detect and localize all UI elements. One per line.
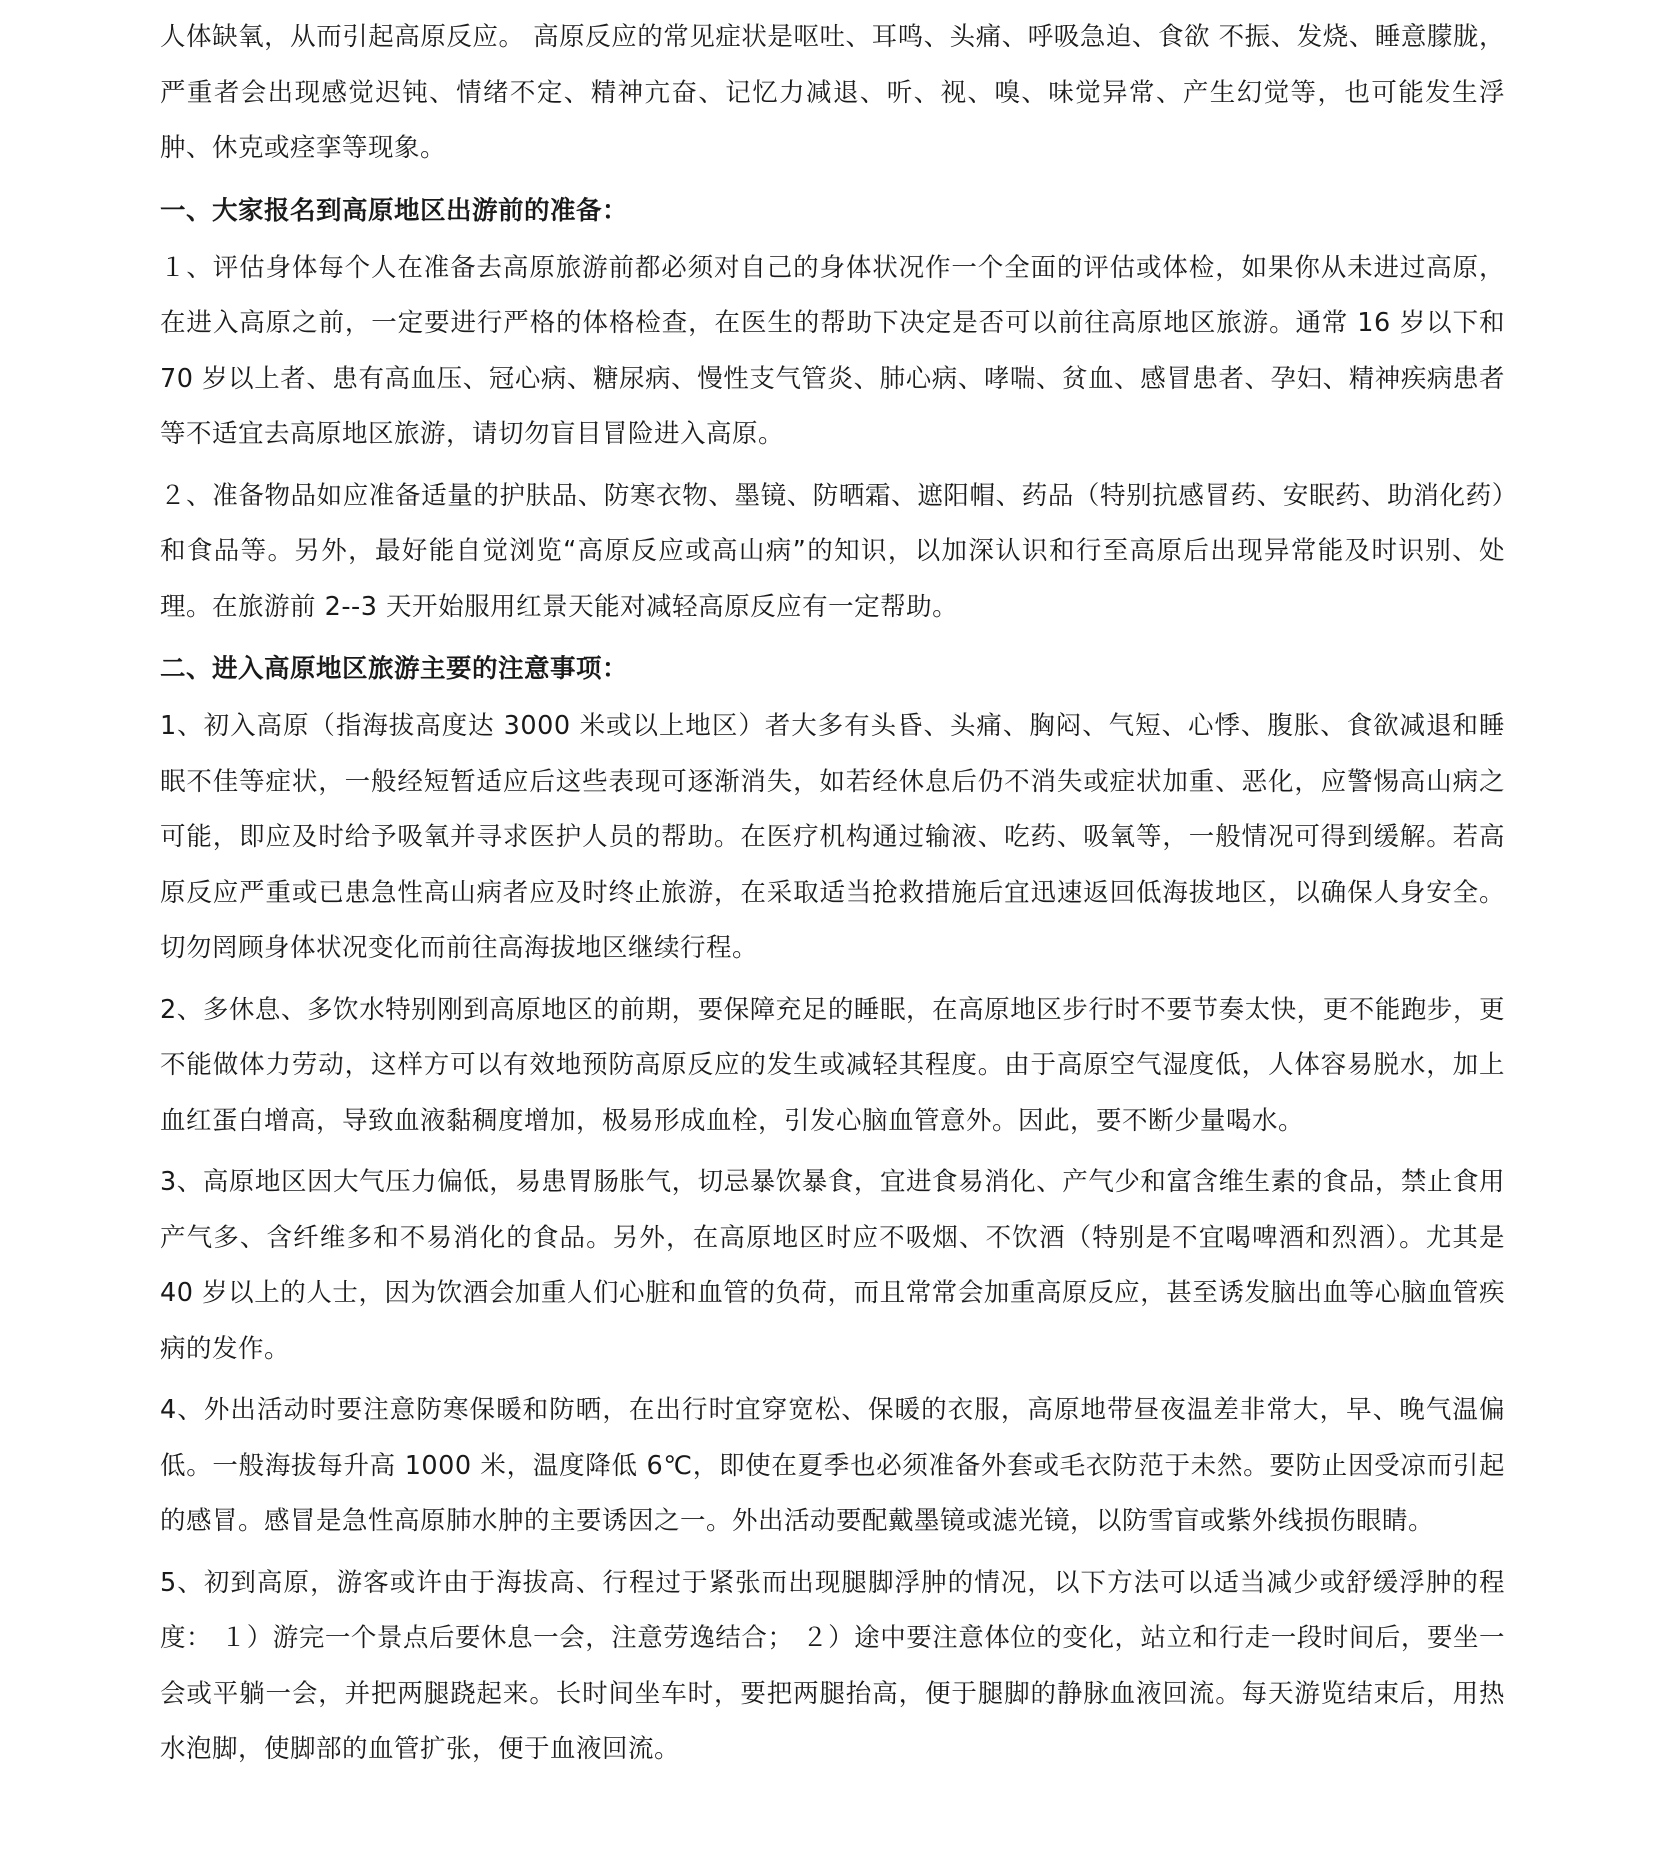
section2-item-1: 1、初入高原（指海拔高度达 3000 米或以上地区）者大多有头昏、头痛、胸闷、气短、心悸、腹胀、食欲减退和睡眠不佳等症状，一般经短暂适应后这些表现可逐渐消失，如若经休息后仍不消失或症状加重、恶化，应警惕高山病之可能，即应及时给予吸氧并寻求医护人员的帮助。在医疗机构通过输液、吃药、吸氧等，一般情况可得到缓解。若高原反应严重或已患急性高山病者应及时终止旅游，在采取适当抢救措施后宜迅速返回低海拔地区，以确保人身安全。切勿罔顾身体状况变化而前往高海拔地区继续行程。: [160, 711, 1505, 963]
section1-heading: 一、大家报名到高原地区出游前的准备：: [160, 195, 629, 226]
intro-paragraph: 人体缺氧，从而引起高原反应。 高原反应的常见症状是呕吐、耳鸣、头痛、呼吸急迫、食欲 不振、发烧、睡意朦胧，严重者会出现感觉迟钝、情绪不定、精神亢奋、记忆力减退、听、视、嗅、味觉异常、产生幻觉等，也可能发生浮肿、休克或痉挛等现象。: [160, 22, 1505, 163]
section2-item-3: 3、高原地区因大气压力偏低，易患胃肠胀气，切忌暴饮暴食，宜进食易消化、产气少和富含维生素的食品，禁止食用产气多、含纤维多和不易消化的食品。另外，在高原地区时应不吸烟、不饮酒（特别是不宜喝啤酒和烈酒）。尤其是 40 岁以上的人士，因为饮酒会加重人们心脏和血管的负荷，而且常常会加重高原反应，甚至诱发脑出血等心脑血管疾病的发作。: [160, 1167, 1505, 1364]
document-page: [160, 10, 1505, 1784]
section1-item-2: ２、准备物品如应准备适量的护肤品、防寒衣物、墨镜、防晒霜、遮阳帽、药品（特别抗感冒药、安眠药、助消化药）和食品等。另外，最好能自觉浏览“高原反应或高山病”的知识，以加深认识和行至高原后出现异常能及时识别、处理。在旅游前 2--3 天开始服用红景天能对减轻高原反应有一定帮助。: [160, 480, 1505, 622]
section2-item-2: 2、多休息、多饮水特别刚到高原地区的前期，要保障充足的睡眠，在高原地区步行时不要节奏太快，更不能跑步，更不能做体力劳动，这样方可以有效地预防高原反应的发生或减轻其程度。由于高原空气湿度低，人体容易脱水，加上血红蛋白增高，导致血液黏稠度增加，极易形成血栓，引发心脑血管意外。因此，要不断少量喝水。: [160, 994, 1505, 1136]
section1-item-1: １、评估身体每个人在准备去高原旅游前都必须对自己的身体状况作一个全面的评估或体检，如果你从未进过高原，在进入高原之前，一定要进行严格的体格检查，在医生的帮助下决定是否可以前往高原地区旅游。通常 16 岁以下和 70 岁以上者、患有高血压、冠心病、糖尿病、慢性支气管炎、肺心病、哮喘、贫血、感冒患者、孕妇、精神疾病患者等不适宜去高原地区旅游，请切勿盲目冒险进入高原。: [160, 252, 1505, 449]
section2-item-5: 5、初到高原，游客或许由于海拔高、行程过于紧张而出现腿脚浮肿的情况，以下方法可以适当减少或舒缓浮肿的程度： １）游完一个景点后要休息一会，注意劳逸结合； ２）途中要注意体位的变化，站立和行走一段时间后，要坐一会或平躺一会，并把两腿跷起来。长时间坐车时，要把两腿抬高，便于腿脚的静脉血液回流。每天游览结束后，用热水泡脚，使脚部的血管扩张，便于血液回流。: [160, 1567, 1505, 1764]
section2-item-4: 4、外出活动时要注意防寒保暖和防晒，在出行时宜穿宽松、保暖的衣服，高原地带昼夜温差非常大，早、晚气温偏低。一般海拔每升高 1000 米，温度降低 6℃，即使在夏季也必须准备外套或毛衣防范于未然。要防止因受凉而引起的感冒。感冒是急性高原肺水肿的主要诱因之一。外出活动要配戴墨镜或滤光镜，以防雪盲或紫外线损伤眼睛。: [160, 1395, 1505, 1536]
section2-heading: 二、进入高原地区旅游主要的注意事项：: [160, 654, 629, 684]
